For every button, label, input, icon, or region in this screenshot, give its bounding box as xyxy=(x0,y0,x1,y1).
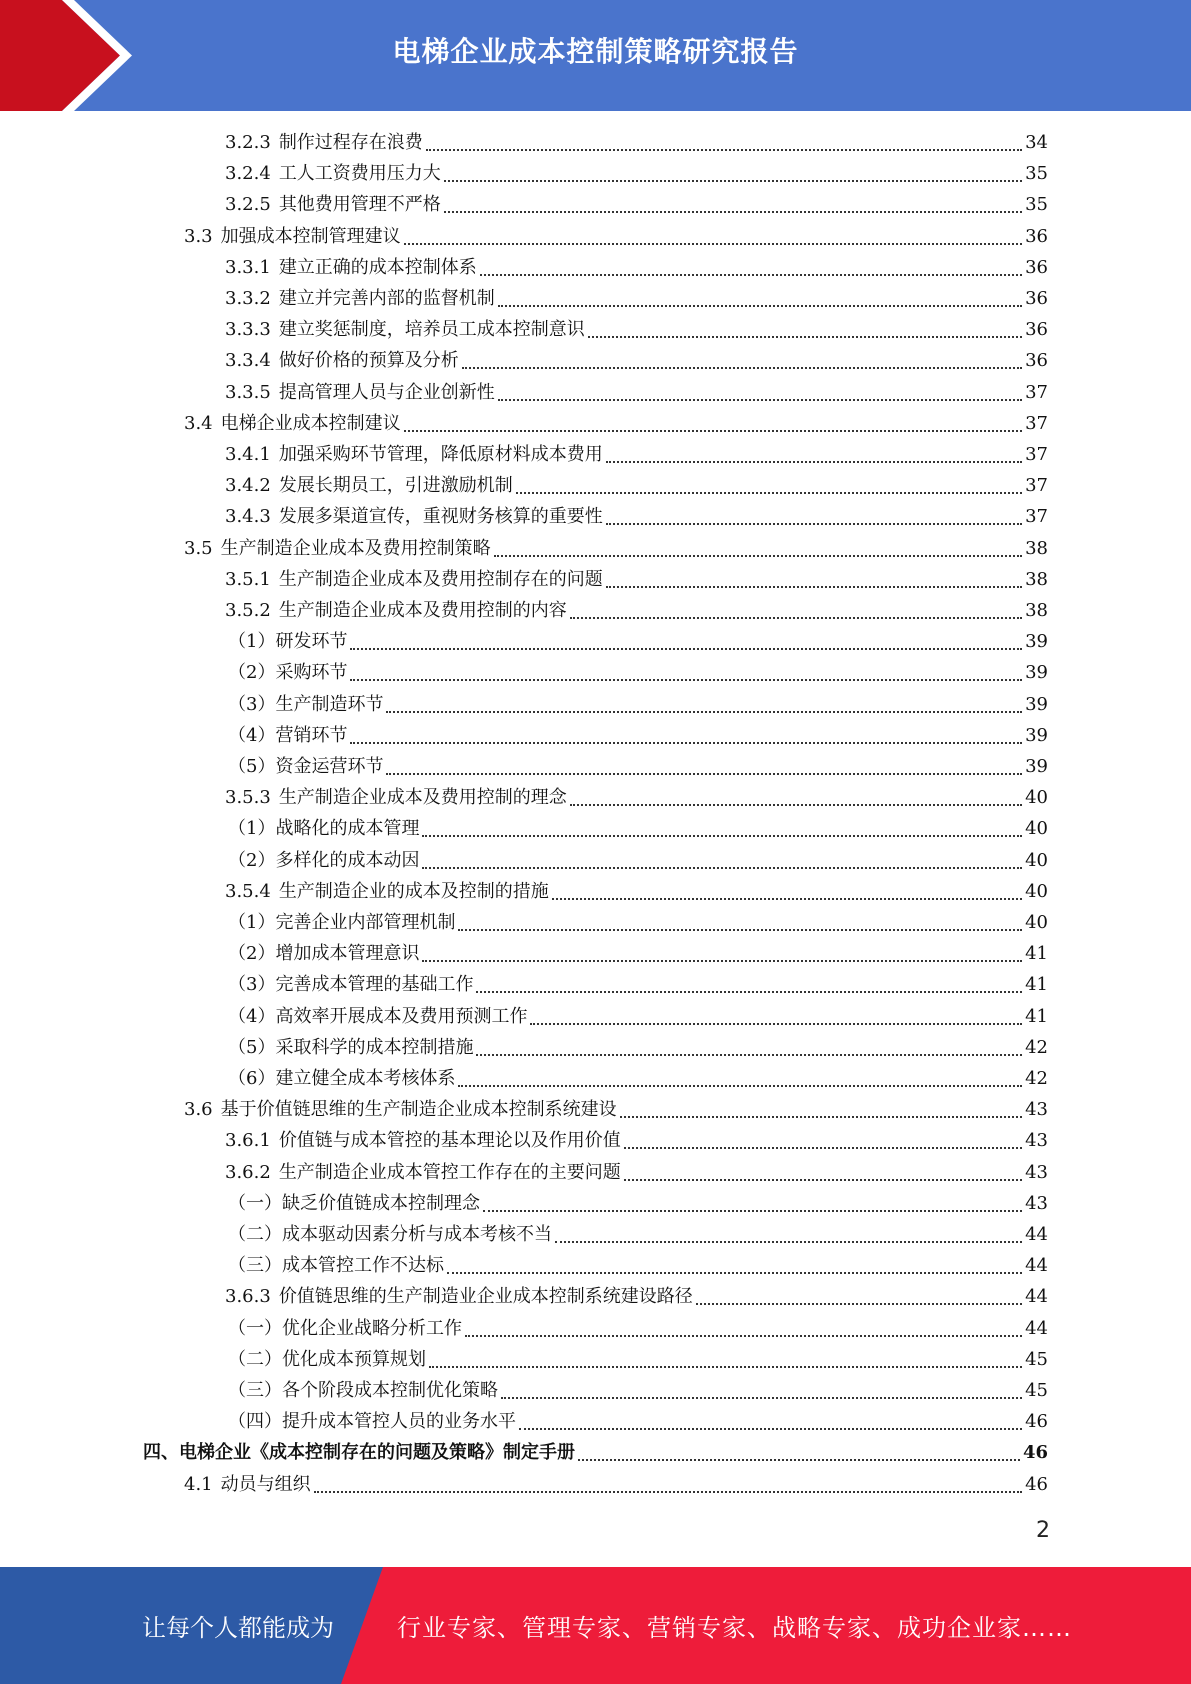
toc-entry-text: 价值链思维的生产制造业企业成本控制系统建设路径 xyxy=(278,1286,693,1308)
toc-entry[interactable] xyxy=(225,377,1048,408)
toc-entry-text: 电梯企业成本控制建议 xyxy=(220,412,401,434)
toc-entry-text: （1）完善企业内部管理机制 xyxy=(228,912,456,933)
toc-entry[interactable] xyxy=(228,1250,1048,1281)
toc-entry-number: 3.6 xyxy=(184,1099,213,1121)
toc-entry-number: 3.4.3 xyxy=(225,506,271,528)
toc-entry-text: （5）资金运营环节 xyxy=(228,756,384,777)
toc-entry-page: 40 xyxy=(1025,787,1048,809)
toc-dot-leader xyxy=(606,585,1022,588)
toc-entry-number: 3.6.2 xyxy=(225,1161,271,1183)
toc-entry-text: （一）优化企业战略分析工作 xyxy=(228,1317,462,1339)
toc-entry[interactable] xyxy=(225,314,1048,345)
toc-dot-leader xyxy=(483,1209,1022,1212)
toc-entry-page: 44 xyxy=(1025,1286,1048,1308)
toc-entry-page: 44 xyxy=(1025,1224,1048,1245)
toc-entry-label xyxy=(228,813,419,844)
toc-entry-label xyxy=(225,1125,621,1156)
toc-entry-text: 加强采购环节管理，降低原材料成本费用 xyxy=(278,444,603,465)
toc-entry-label xyxy=(225,314,585,345)
toc-entry-label xyxy=(225,377,495,408)
toc-entry-text: 建立正确的成本控制体系 xyxy=(278,256,477,278)
toc-entry-page: 40 xyxy=(1025,880,1048,902)
toc-entry-page: 37 xyxy=(1025,381,1048,403)
toc-entry[interactable] xyxy=(225,1125,1048,1156)
toc-entry-label xyxy=(225,283,495,314)
toc-dot-leader xyxy=(555,1240,1022,1243)
toc-entry-text: 基于价值链思维的生产制造企业成本控制系统建设 xyxy=(220,1099,617,1121)
toc-dot-leader xyxy=(620,1115,1022,1118)
toc-entry-text: （5）采取科学的成本控制措施 xyxy=(228,1036,474,1058)
toc-entry-label xyxy=(225,595,567,626)
toc-entry-page: 36 xyxy=(1025,256,1048,278)
toc-dot-leader xyxy=(350,678,1022,681)
toc-entry[interactable] xyxy=(225,595,1048,626)
toc-entry-page: 44 xyxy=(1025,1255,1048,1277)
toc-entry-page: 41 xyxy=(1025,974,1048,996)
toc-entry-page: 43 xyxy=(1025,1130,1048,1152)
toc-entry-page: 46 xyxy=(1025,1473,1048,1495)
toc-entry-number: 3.3.2 xyxy=(225,288,271,309)
toc-entry[interactable] xyxy=(225,252,1048,283)
toc-entry-page: 41 xyxy=(1025,1005,1048,1027)
toc-dot-leader xyxy=(422,959,1022,962)
toc-entry-page: 34 xyxy=(1025,132,1048,153)
toc-entry-label xyxy=(228,1375,498,1406)
toc-entry-text: （6）建立健全成本考核体系 xyxy=(228,1068,456,1089)
toc-entry-number: 3.4.2 xyxy=(225,475,271,497)
toc-entry-number: 3.5.1 xyxy=(225,568,271,590)
toc-entry[interactable] xyxy=(225,127,1048,158)
toc-entry-number: 3.6.1 xyxy=(225,1130,271,1152)
toc-entry-text: 动员与组织 xyxy=(220,1473,311,1495)
toc-entry-text: 提高管理人员与企业创新性 xyxy=(278,381,495,403)
toc-entry[interactable] xyxy=(225,782,1048,813)
toc-entry-page: 43 xyxy=(1025,1099,1048,1121)
toc-dot-leader xyxy=(494,554,1022,557)
toc-entry[interactable] xyxy=(228,720,1048,751)
toc-entry-label xyxy=(228,1188,480,1219)
toc-dot-leader xyxy=(624,1178,1022,1181)
toc-entry-page: 43 xyxy=(1025,1192,1048,1214)
toc-entry-number: 3.5 xyxy=(184,537,213,559)
toc-entry[interactable] xyxy=(228,1344,1048,1375)
toc-entry-label xyxy=(228,1001,527,1032)
toc-entry-number: 3.3.3 xyxy=(225,319,271,341)
toc-entry-label xyxy=(228,1406,516,1437)
toc-entry-label xyxy=(143,1437,575,1468)
toc-entry[interactable] xyxy=(184,533,1048,564)
toc-entry-text: （3）生产制造环节 xyxy=(228,693,384,715)
toc-entry[interactable] xyxy=(225,564,1048,595)
toc-entry-text: 制作过程存在浪费 xyxy=(278,132,423,153)
toc-entry[interactable] xyxy=(228,1375,1048,1406)
toc-entry-page: 38 xyxy=(1025,568,1048,590)
toc-entry-page: 45 xyxy=(1025,1380,1048,1401)
toc-entry-label xyxy=(228,626,347,657)
toc-entry-text: （2）增加成本管理意识 xyxy=(228,943,420,965)
toc-entry-number: 3.3 xyxy=(184,225,213,247)
toc-entry-page: 40 xyxy=(1025,818,1048,840)
toc-entry-page: 36 xyxy=(1025,319,1048,341)
toc-entry-text: 建立奖惩制度，培养员工成本控制意识 xyxy=(278,319,585,341)
toc-entry-page: 38 xyxy=(1025,537,1048,559)
toc-dot-leader xyxy=(516,491,1022,494)
toc-entry-label xyxy=(225,345,459,376)
toc-entry-label xyxy=(228,969,473,1000)
toc-dot-leader xyxy=(570,616,1022,619)
toc-entry[interactable] xyxy=(184,408,1048,439)
toc-entry-label xyxy=(228,720,347,751)
toc-entry-text: （二）成本驱动因素分析与成本考核不当 xyxy=(228,1224,552,1245)
toc-dot-leader xyxy=(458,1084,1022,1087)
toc-entry-page: 39 xyxy=(1025,693,1048,715)
toc-dot-leader xyxy=(422,834,1022,837)
toc-dot-leader xyxy=(462,366,1022,369)
toc-entry[interactable] xyxy=(228,907,1048,938)
toc-entry-page: 39 xyxy=(1025,756,1048,777)
toc-dot-leader xyxy=(501,1396,1022,1399)
toc-entry[interactable] xyxy=(228,657,1048,688)
toc-entry-number: 3.3.5 xyxy=(225,381,271,403)
toc-entry[interactable] xyxy=(225,439,1048,470)
toc-entry[interactable] xyxy=(228,689,1048,720)
toc-entry[interactable] xyxy=(228,938,1048,969)
toc-entry-label xyxy=(225,439,603,470)
page-footer xyxy=(0,1567,1191,1684)
toc-entry-text: 生产制造企业的成本及控制的措施 xyxy=(278,880,549,902)
toc-entry-page: 45 xyxy=(1025,1348,1048,1370)
toc-dot-leader xyxy=(519,1427,1022,1430)
toc-dot-leader xyxy=(447,1271,1022,1274)
toc-entry-number: 3.3.1 xyxy=(225,256,271,278)
toc-entry-text: （2）采购环节 xyxy=(228,662,348,684)
toc-entry-text: （一）缺乏价值链成本控制理念 xyxy=(228,1192,480,1214)
toc-entry-page: 40 xyxy=(1025,912,1048,933)
toc-entry-page: 38 xyxy=(1025,600,1048,621)
footer-slogan-right: 行业专家、管理专家、营销专家、战略专家、成功企业家…… xyxy=(397,1614,1072,1642)
toc-entry[interactable] xyxy=(228,626,1048,657)
toc-entry-page: 46 xyxy=(1022,1442,1048,1464)
toc-entry-label xyxy=(228,1250,444,1281)
toc-dot-leader xyxy=(606,522,1022,525)
page-header xyxy=(0,0,1191,111)
toc-entry-label xyxy=(184,1469,311,1500)
toc-entry-label xyxy=(225,189,441,220)
toc-entry[interactable] xyxy=(228,845,1048,876)
toc-dot-leader xyxy=(404,429,1022,432)
toc-entry[interactable] xyxy=(225,189,1048,220)
toc-entry-number: 3.5.3 xyxy=(225,787,271,809)
toc-entry-text: （四）提升成本管控人员的业务水平 xyxy=(228,1411,516,1433)
toc-dot-leader xyxy=(476,990,1022,993)
page-number: 2 xyxy=(1036,1518,1050,1543)
toc-entry-text: 其他费用管理不严格 xyxy=(278,194,441,216)
toc-entry[interactable] xyxy=(225,158,1048,189)
toc-entry-text: （1）研发环节 xyxy=(228,631,348,653)
toc-entry-page: 42 xyxy=(1025,1068,1048,1089)
toc-entry-number: 3.2.5 xyxy=(225,194,271,216)
toc-entry[interactable] xyxy=(228,1406,1048,1437)
toc-entry[interactable] xyxy=(228,1063,1048,1094)
toc-dot-leader xyxy=(314,1490,1022,1493)
toc-dot-leader xyxy=(498,398,1022,401)
toc-entry-page: 40 xyxy=(1025,849,1048,871)
toc-entry[interactable] xyxy=(228,1313,1048,1344)
toc-entry-number: 3.5.4 xyxy=(225,880,271,902)
toc-entry-text: （1）战略化的成本管理 xyxy=(228,818,420,840)
toc-entry-page: 37 xyxy=(1025,475,1048,497)
toc-entry-text: 工人工资费用压力大 xyxy=(278,163,441,185)
toc-entry-label xyxy=(184,221,401,252)
toc-entry-label xyxy=(184,533,491,564)
toc-entry[interactable] xyxy=(225,1157,1048,1188)
toc-dot-leader xyxy=(480,273,1022,276)
toc-entry[interactable] xyxy=(143,1437,1048,1468)
toc-dot-leader xyxy=(530,1022,1022,1025)
toc-dot-leader xyxy=(444,179,1022,182)
toc-entry[interactable] xyxy=(225,283,1048,314)
toc-entry-page: 35 xyxy=(1025,163,1048,185)
toc-entry-label xyxy=(228,751,383,782)
toc-entry-page: 44 xyxy=(1025,1317,1048,1339)
toc-entry-label xyxy=(228,907,455,938)
toc-entry-text: 价值链与成本管控的基本理论以及作用价值 xyxy=(278,1130,621,1152)
toc-entry-page: 36 xyxy=(1025,225,1048,247)
toc-entry-text: 生产制造企业成本及费用控制存在的问题 xyxy=(278,568,603,590)
toc-entry-label xyxy=(225,1281,693,1312)
document-title: 电梯企业成本控制策略研究报告 xyxy=(392,35,799,68)
toc-entry-page: 42 xyxy=(1025,1036,1048,1058)
toc-entry-label xyxy=(228,1032,473,1063)
toc-entry-page: 39 xyxy=(1025,724,1048,746)
toc-entry-label xyxy=(225,158,441,189)
toc-entry-label xyxy=(228,845,419,876)
toc-entry[interactable] xyxy=(184,1469,1048,1500)
toc-dot-leader xyxy=(429,1365,1022,1368)
footer-slogan-left: 让每个人都能成为 xyxy=(142,1614,334,1642)
toc-dot-leader xyxy=(465,1334,1022,1337)
toc-dot-leader xyxy=(588,335,1022,338)
toc-dot-leader xyxy=(386,710,1022,713)
toc-dot-leader xyxy=(578,1458,1020,1461)
toc-dot-leader xyxy=(386,772,1022,775)
toc-dot-leader xyxy=(696,1302,1022,1305)
toc-dot-leader xyxy=(404,242,1022,245)
toc-entry-number: 3.3.4 xyxy=(225,350,271,372)
toc-entry-page: 37 xyxy=(1025,444,1048,465)
toc-entry-text: 发展多渠道宣传，重视财务核算的重要性 xyxy=(278,506,603,528)
toc-entry-text: 生产制造企业成本及费用控制的理念 xyxy=(278,787,567,809)
toc-entry-text: 四、电梯企业《成本控制存在的问题及策略》制定手册 xyxy=(143,1442,575,1464)
toc-dot-leader xyxy=(552,897,1022,900)
toc-entry-label xyxy=(225,782,567,813)
toc-entry-number: 3.4.1 xyxy=(225,444,271,465)
toc-entry[interactable] xyxy=(228,813,1048,844)
toc-entry-number: 3.2.3 xyxy=(225,132,271,153)
toc-entry[interactable] xyxy=(225,501,1048,532)
toc-entry-label xyxy=(225,564,603,595)
toc-entry-text: （3）完善成本管理的基础工作 xyxy=(228,974,474,996)
toc-entry-label xyxy=(228,1063,455,1094)
toc-dot-leader xyxy=(444,210,1022,213)
toc-entry[interactable] xyxy=(225,345,1048,376)
toc-entry-number: 4.1 xyxy=(184,1473,213,1495)
toc-entry-label xyxy=(225,252,477,283)
toc-entry-text: 做好价格的预算及分析 xyxy=(278,350,459,372)
toc-entry-number: 3.6.3 xyxy=(225,1286,271,1308)
toc-entry-page: 43 xyxy=(1025,1161,1048,1183)
toc-entry-page: 39 xyxy=(1025,631,1048,653)
toc-entry[interactable] xyxy=(225,876,1048,907)
toc-entry-text: （2）多样化的成本动因 xyxy=(228,849,420,871)
toc-entry-page: 37 xyxy=(1025,412,1048,434)
toc-entry-label xyxy=(225,1157,621,1188)
toc-entry-page: 36 xyxy=(1025,350,1048,372)
toc-entry[interactable] xyxy=(228,969,1048,1000)
toc-entry-page: 36 xyxy=(1025,288,1048,309)
toc-entry-text: （4）营销环节 xyxy=(228,724,348,746)
toc-dot-leader xyxy=(350,647,1022,650)
toc-entry-label xyxy=(225,127,423,158)
toc-entry[interactable] xyxy=(228,751,1048,782)
toc-entry[interactable] xyxy=(184,221,1048,252)
toc-entry[interactable] xyxy=(228,1001,1048,1032)
toc-entry-page: 39 xyxy=(1025,662,1048,684)
toc-entry[interactable] xyxy=(225,1281,1048,1312)
toc-entry-text: 加强成本控制管理建议 xyxy=(220,225,401,247)
toc-entry-text: 建立并完善内部的监督机制 xyxy=(278,288,495,309)
toc-entry-label xyxy=(228,657,347,688)
toc-entry[interactable] xyxy=(225,470,1048,501)
toc-entry-text: （二）优化成本预算规划 xyxy=(228,1348,426,1370)
toc-entry-label xyxy=(225,501,603,532)
toc-entry-label xyxy=(228,1344,426,1375)
toc-dot-leader xyxy=(422,866,1022,869)
toc-entry-label xyxy=(225,876,549,907)
toc-entry-number: 3.2.4 xyxy=(225,163,271,185)
toc-entry-number: 3.5.2 xyxy=(225,600,271,621)
toc-entry-label xyxy=(228,689,383,720)
toc-entry-text: 生产制造企业成本及费用控制策略 xyxy=(220,537,491,559)
toc-entry-label xyxy=(184,1094,617,1125)
toc-dot-leader xyxy=(426,148,1022,151)
toc-dot-leader xyxy=(498,304,1022,307)
toc-dot-leader xyxy=(476,1053,1022,1056)
toc-entry-text: 发展长期员工，引进激励机制 xyxy=(278,475,513,497)
toc-dot-leader xyxy=(606,460,1022,463)
toc-entry-text: （4）高效率开展成本及费用预测工作 xyxy=(228,1005,528,1027)
toc-dot-leader xyxy=(624,1146,1022,1149)
toc-entry-label xyxy=(228,1219,552,1250)
toc-entry-page: 37 xyxy=(1025,506,1048,528)
toc-entry-label xyxy=(228,1313,462,1344)
toc-dot-leader xyxy=(570,803,1022,806)
toc-entry-number: 3.4 xyxy=(184,412,213,434)
toc-entry-page: 46 xyxy=(1025,1411,1048,1433)
toc-entry-label xyxy=(184,408,401,439)
toc-entry-label xyxy=(228,938,419,969)
toc-entry-text: （三）各个阶段成本控制优化策略 xyxy=(228,1380,498,1401)
toc-dot-leader xyxy=(350,741,1022,744)
toc-entry[interactable] xyxy=(184,1094,1048,1125)
toc-dot-leader xyxy=(458,928,1022,931)
toc-entry-text: （三）成本管控工作不达标 xyxy=(228,1255,444,1277)
toc-entry[interactable] xyxy=(228,1188,1048,1219)
toc-entry-text: 生产制造企业成本管控工作存在的主要问题 xyxy=(278,1161,621,1183)
toc-entry-text: 生产制造企业成本及费用控制的内容 xyxy=(278,600,567,621)
toc-entry-page: 35 xyxy=(1025,194,1048,216)
toc-entry-label xyxy=(225,470,513,501)
toc-entry-page: 41 xyxy=(1025,943,1048,965)
toc-entry[interactable] xyxy=(228,1219,1048,1250)
toc-entry[interactable] xyxy=(228,1032,1048,1063)
